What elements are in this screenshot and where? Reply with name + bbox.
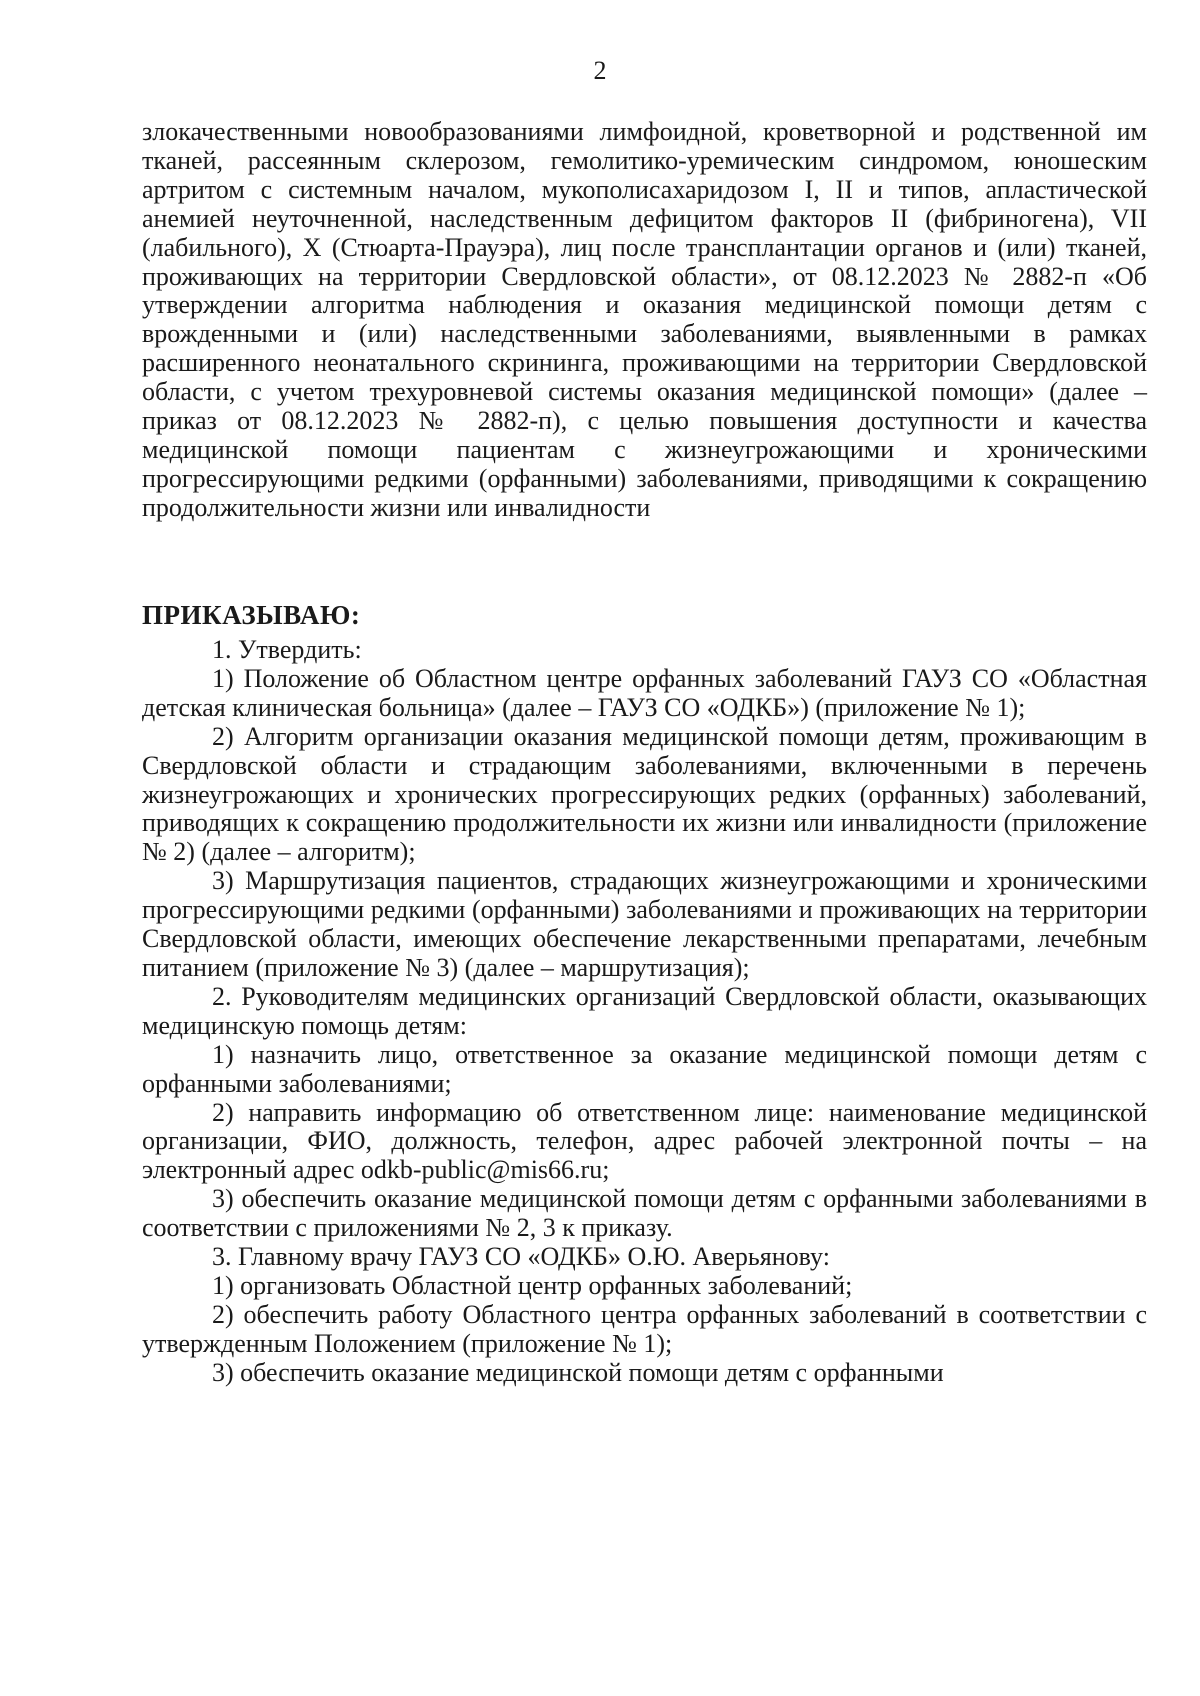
item-organize-center: 1) организовать Областной центр орфанных заболеваний; [212, 1270, 853, 1300]
item-ensure-care: 3) обеспечить оказание медицинской помощи детям с орфанными [212, 1357, 944, 1387]
item-approve-routing: 3) Маршрутизация пациентов, страдающих жизнеугрожающими и хроническими прогрессирующими редкими (орфанными) заболеваниями и проживающих на территории Свердловской области, имеющих обеспечение лекарственными препаратами, лечебным питанием (приложение № 3) (далее – маршрутизация); [142, 866, 1147, 982]
intro-text: злокачественными новообразованиями лимфоидной, кроветворной и родственной им тканей, рассеянным склерозом, гемолитико-уремическим синдромом, юношеским артритом с системным началом, мукополисахаридозом I, II и типов, апластической анемией неуточненной, наследственным дефицитом факторов II (фибриногена), VII (лабильного), X (Стюарта-Прауэра), лиц после трансплантации органов и (или) тканей, проживающих на территории Свердловской области», от 08.12.2023 № 2882-п «Об утверждении алгоритма наблюдения и оказания медицинской помощи детям с врожденными и (или) наследственными заболеваниями, выявленными в рамках расширенного неонатального скрининга, проживающими на территории Свердловской области, с учетом трехуровневой системы оказания медицинской помощи» (далее – приказ от 08.12.2023 № 2882-п), с целью повышения доступности и качества медицинской помощи пациентам с жизнеугрожающими и хроническими прогрессирующими редкими (орфанными) заболеваниями, приводящими к сокращению продолжительности жизни или инвалидности [142, 117, 1147, 522]
item-assign-responsible: 1) назначить лицо, ответственное за оказание медицинской помощи детям с орфанными заболеваниями; [142, 1039, 1147, 1098]
order-items [142, 636, 1147, 1388]
order-heading: ПРИКАЗЫВАЮ: [142, 600, 361, 630]
item-provide-care: 3) обеспечить оказание медицинской помощи детям с орфанными заболеваниями в соответствии с приложениями № 2, 3 к приказу. [142, 1184, 1147, 1243]
page-number: 2 [593, 56, 607, 85]
item-ensure-center-work: 2) обеспечить работу Областного центра орфанных заболеваний в соответствии с утвержденным Положением (приложение № 1); [142, 1299, 1147, 1358]
item-send-information: 2) направить информацию об ответственном лице: наименование медицинской организации, ФИО, должность, телефон, адрес рабочей электронной почты – на электронный адрес odkb-public@mis66.ru; [142, 1097, 1147, 1185]
intro-paragraph [142, 118, 1147, 523]
item-approve-algorithm: 2) Алгоритм организации оказания медицинской помощи детям, проживающим в Свердловской области и страдающим заболеваниями, включенными в перечень жизнеугрожающих и хронических прогрессирующих редких (орфанных) заболеваний, приводящих к сокращению продолжительности их жизни или инвалидности (приложение № 2) (далее – алгоритм); [142, 721, 1147, 867]
item-chief-physician: 3. Главному врачу ГАУЗ СО «ОДКБ» О.Ю. Аверьянову: [212, 1242, 830, 1272]
item-approve-regulation: 1) Положение об Областном центре орфанных заболеваний ГАУЗ СО «Областная детская клиническая больница» (далее – ГАУЗ СО «ОДКБ») (приложение № 1); [142, 663, 1147, 722]
item-heads-of-organizations: 2. Руководителям медицинских организаций Свердловской области, оказывающих медицинскую помощь детям: [142, 981, 1147, 1040]
item-approve: 1. Утвердить: [212, 635, 362, 664]
